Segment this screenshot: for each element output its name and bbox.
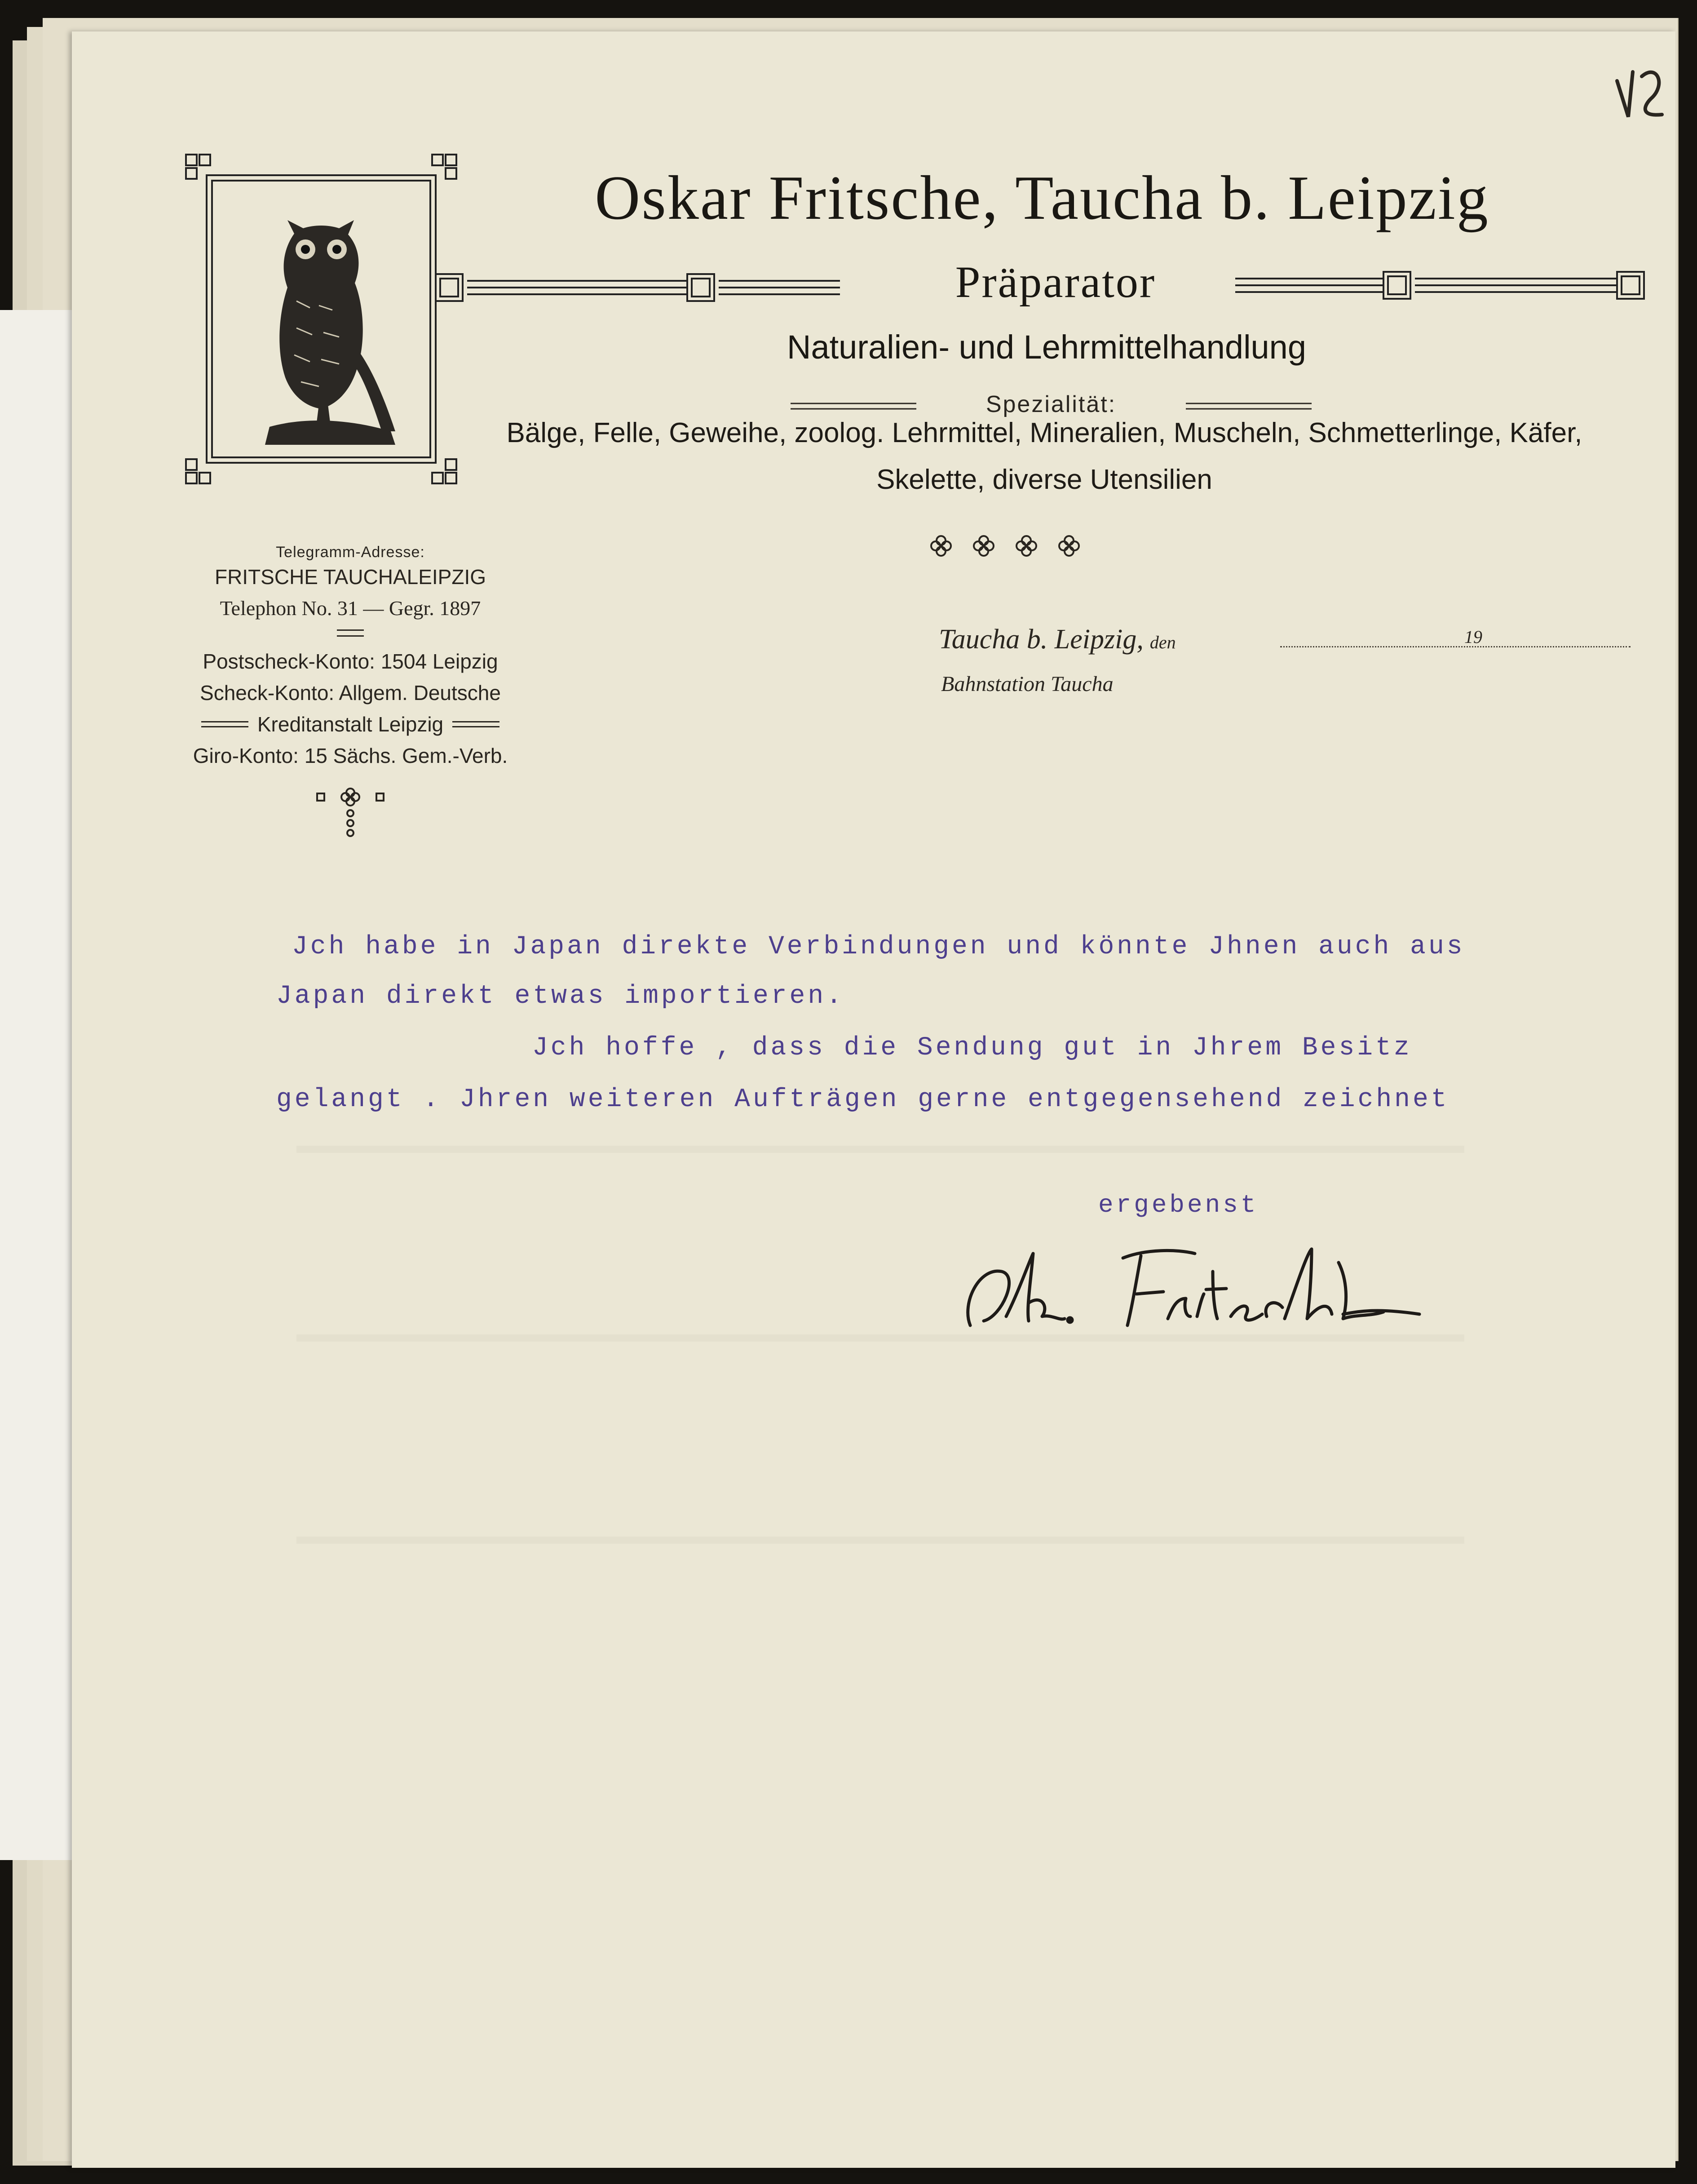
specialty-label: Spezialität: (985, 391, 1117, 417)
handwritten-signature (952, 1236, 1437, 1343)
year-prefix: 19 (1464, 627, 1482, 647)
railway-station: Bahnstation Taucha (941, 672, 1114, 696)
inserted-paper-strip (0, 310, 78, 1860)
letter-page (72, 31, 1675, 2168)
contact-block (180, 544, 521, 771)
postscheck-line: Postscheck-Konto: 1504 Leipzig (203, 650, 498, 673)
place-name: Taucha b. Leipzig, (939, 624, 1144, 655)
separator (337, 629, 364, 637)
trade-description: Naturalien- und Lehrmittelhandlung (787, 328, 1306, 366)
body-line-1: Jch habe in Japan direkte Verbindungen und könnte Jhnen auch aus (292, 932, 1465, 961)
scheck-line: Scheck-Konto: Allgem. Deutsche (200, 681, 501, 704)
contact-ornament-icon (314, 786, 386, 845)
telegram-label: Telegramm-Adresse: (276, 544, 425, 561)
telegram-address: FRITSCHE TAUCHALEIPZIG (214, 565, 486, 589)
giro-line: Giro-Konto: 15 Sächs. Gem.-Verb. (193, 744, 508, 767)
dateline (939, 624, 1657, 660)
company-name: Oskar Fritsche, Taucha b. Leipzig (595, 163, 1489, 233)
date-prefix: den (1149, 632, 1176, 652)
products-line-1: Bälge, Felle, Geweihe, zoolog. Lehrmittel, Mineralien, Muscheln, Schmetterlinge, Käfer, (506, 417, 1582, 448)
body-line-2: Japan direkt etwas importieren. (276, 982, 844, 1011)
handwritten-page-number (1608, 63, 1689, 130)
kreditanstalt-text: Kreditanstalt Leipzig (257, 713, 444, 736)
products-line-2: Skelette, diverse Utensilien (876, 464, 1212, 495)
closing-word: ergebenst (1098, 1191, 1259, 1219)
profession-title: Präparator (955, 257, 1156, 307)
body-line-4: gelangt . Jhren weiteren Aufträgen gerne entgegensehend zeichnet (276, 1085, 1450, 1114)
kreditanstalt-line (180, 709, 521, 740)
body-line-3: Jch hoffe , dass die Sendung gut in Jhrem Besitz (532, 1033, 1412, 1063)
date-blank (1280, 646, 1631, 647)
telephone-line: Telephon No. 31 — Gegr. 1897 (220, 597, 481, 620)
flower-ornament-icon (925, 530, 1087, 562)
